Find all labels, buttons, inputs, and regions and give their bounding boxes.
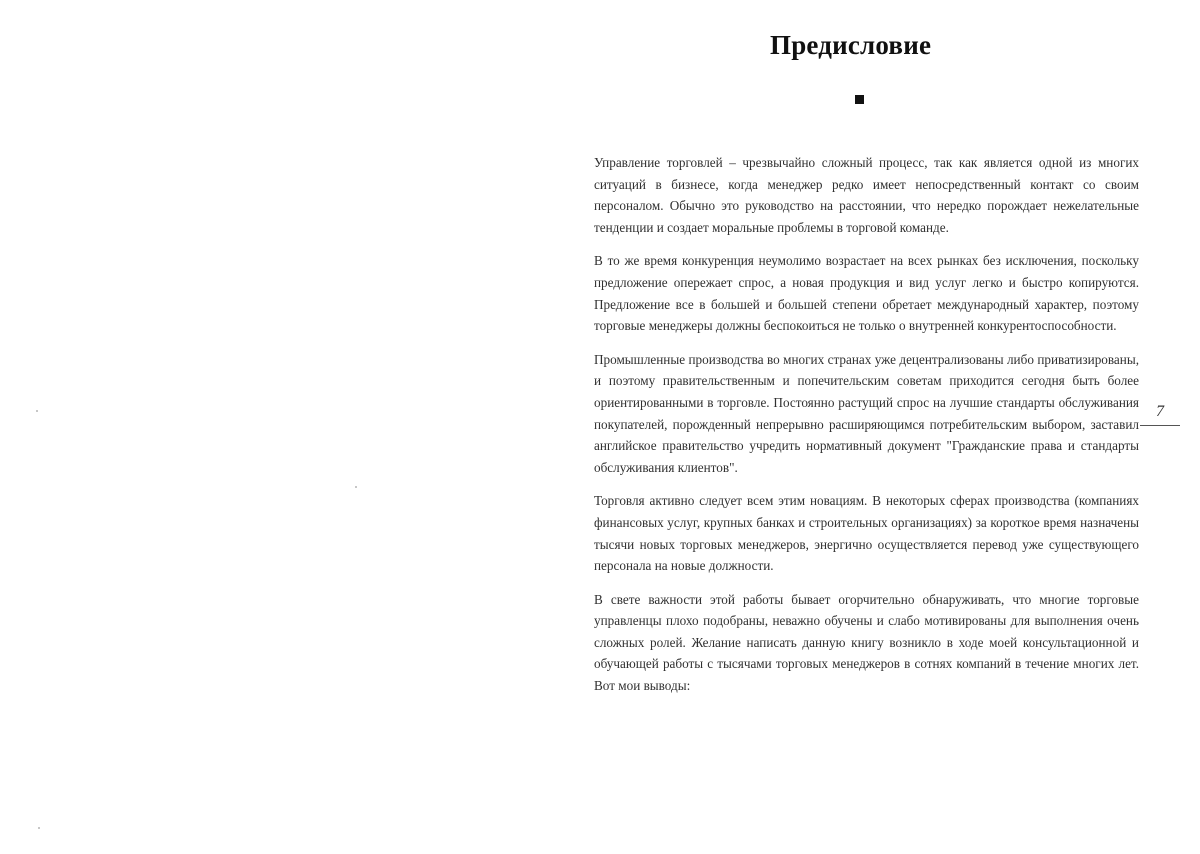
scan-speck <box>355 486 357 488</box>
paragraph-2: В то же время конкуренция неумолимо возрастает на всех рынках без исключения, поскольку предложение опережает спрос, а новая продукция и вид услуг легко и быстро копируются. Предложение все в большей и большей степени обретает международный характер, поэтому торговые менеджеры должны беспокоиться не только о внутренней конкурентоспособности. <box>594 253 1139 334</box>
square-bullet-icon <box>855 95 864 104</box>
body-text <box>594 152 1139 709</box>
scan-speck <box>36 410 38 412</box>
right-page <box>560 0 1200 854</box>
page-title: Предисловие <box>770 30 932 60</box>
left-page-blank <box>0 0 560 854</box>
paragraph-5: В свете важности этой работы бывает огорчительно обнаруживать, что многие торговые управленцы плохо подобраны, неважно обучены и слабо мотивированы для выполнения очень сложных ролей. Желание написать данную книгу возникло в ходе моей консультационной и обучающей работы с тысячами торговых менеджеров в сотнях компаний в течение многих лет. Вот мои выводы: <box>594 591 1139 694</box>
scan-speck <box>38 827 40 829</box>
paragraph-4: Торговля активно следует всем этим новациям. В некоторых сферах производства (компаниях финансовых услуг, крупных банках и строительных организациях) за короткое время назначены тысячи новых торговых менеджеров, энергично осуществляется перевод уже существующего персонала на новые должности. <box>594 493 1139 574</box>
page-number: 7 <box>1156 403 1164 420</box>
paragraph-1: Управление торговлей – чрезвычайно сложный процесс, так как является одной из многих ситуаций в бизнесе, когда менеджер редко имеет непосредственный контакт со своим персоналом. Обычно это руководство на расстоянии, что нередко порождает нежелательные тенденции и создает моральные проблемы в торговой команде. <box>594 155 1139 235</box>
page-number-rule <box>1140 425 1180 426</box>
paragraph-3: Промышленные производства во многих странах уже децентрализованы либо приватизированы, и поэтому правительственным и попечительским советам приходится сегодня быть более ориентированными в торговле. Постоянно растущий спрос на лучшие стандарты обслуживания покупателей, порожденный непрерывно расширяющимся потребительским выбором, заставил английское правительство учредить нормативный документ "Гражданские права и стандарты обслуживания клиентов". <box>594 351 1139 475</box>
